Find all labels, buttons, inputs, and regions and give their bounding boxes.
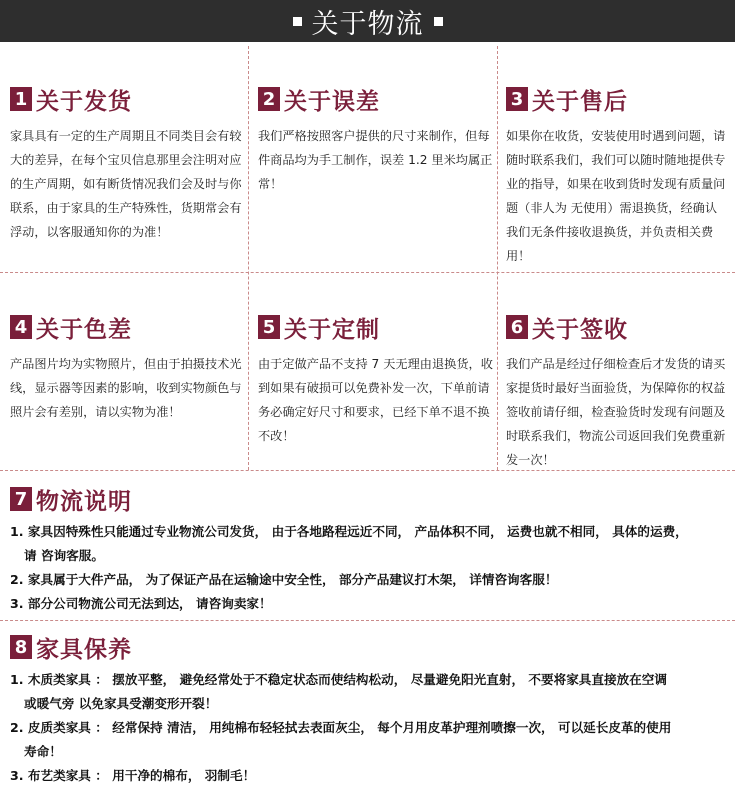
list-item xyxy=(10,764,725,788)
section-number: 4 xyxy=(10,315,32,339)
section-title: 关于签收 xyxy=(532,316,628,343)
section-number: 3 xyxy=(506,87,528,111)
banner-title: 关于物流 xyxy=(311,8,424,40)
page-banner xyxy=(0,0,735,42)
section-title: 关于定制 xyxy=(284,316,380,343)
grid-divider-vertical-1 xyxy=(248,46,249,470)
list-item-line: 或暖气旁 以免家具受潮变形开裂！ xyxy=(24,696,218,711)
list-item-line: 请 咨询客服。 xyxy=(24,548,104,563)
list-item-line: 2. 家具属于大件产品， 为了保证产品在运输途中安全性， 部分产品建议打木架， 详情咨询客服！ xyxy=(10,572,558,587)
list-item xyxy=(10,520,725,568)
list-item xyxy=(10,716,725,764)
section-title: 关于色差 xyxy=(36,316,132,343)
section-text: 产品图片均为实物照片，但由于拍摄技术光线，显示器等因素的影响，收到实物颜色与照片会有差别，请以实物为准！ xyxy=(10,357,242,419)
info-cell-tolerance xyxy=(258,84,493,196)
banner-square-left xyxy=(293,17,302,26)
section-title: 关于售后 xyxy=(532,88,628,115)
info-cell-receipt xyxy=(506,312,728,472)
list-item-line: 寿命！ xyxy=(24,744,62,759)
info-cell-shipping xyxy=(10,84,245,244)
section-number: 1 xyxy=(10,87,32,111)
info-cell-custom-order xyxy=(258,312,493,448)
section-text: 家具具有一定的生产周期且不同类目会有较大的差异，在每个宝贝信息那里会注明对应的生产周期，如有断货情况我们会及时与你联系，由于家具的生产特殊性，货期常会有浮动，以客服通知你的为准！ xyxy=(10,129,242,239)
banner-square-right xyxy=(434,17,443,26)
section-text: 我们严格按照客户提供的尺寸来制作，但每件商品均为手工制作，误差 1.2 里米均属正常！ xyxy=(258,129,493,191)
logistics-section xyxy=(10,484,725,616)
section-title: 关于误差 xyxy=(284,88,380,115)
care-section xyxy=(10,632,725,788)
list-item-line: 1. 家具因特殊性只能通过专业物流公司发货， 由于各地路程远近不同， 产品体积不同， 运费也就不相同， 具体的运费， xyxy=(10,524,688,539)
list-item xyxy=(10,592,725,616)
section-number: 7 xyxy=(10,487,32,511)
logistics-list xyxy=(10,520,725,616)
care-list xyxy=(10,668,725,788)
info-cell-color-difference xyxy=(10,312,245,424)
section-text: 我们产品是经过仔细检查后才发货的请买家提货时最好当面验货，为保障你的权益签收前请仔细，检查验货时发现有问题及时联系我们，物流公司返回我们免费重新发一次！ xyxy=(506,357,726,467)
grid-divider-vertical-2 xyxy=(497,46,498,470)
list-item xyxy=(10,568,725,592)
list-item-line: 3. 布艺类家具 ： 用干净的棉布， 羽制毛！ xyxy=(10,768,256,783)
list-item-line: 2. 皮质类家具 ： 经常保持 清洁， 用纯棉布轻轻拭去表面灰尘， 每个月用皮革护理剂喷擦一次， 可以延长皮革的使用 xyxy=(10,720,672,735)
section-text: 如果你在收货，安装使用时遇到问题，请随时联系我们，我们可以随时随地提供专业的指导，如果在收到货时发现有质量问题（非人为 无使用）需退换货，经确认我们无条件接收退换货，并负责相关费用！ xyxy=(506,129,726,263)
info-cell-after-sales xyxy=(506,84,728,268)
list-item-line: 3. 部分公司物流公司无法到达， 请咨询卖家！ xyxy=(10,596,272,611)
section-number: 8 xyxy=(10,635,32,659)
section-number: 5 xyxy=(258,315,280,339)
section-text: 由于定做产品不支持 7 天无理由退换货，收到如果有破损可以免费补发一次，下单前请务必确定好尺寸和要求，已经下单不退不换不改！ xyxy=(258,357,493,443)
section-title: 家具保养 xyxy=(36,636,132,663)
list-item xyxy=(10,668,725,716)
section-number: 6 xyxy=(506,315,528,339)
grid-divider-horizontal-3 xyxy=(0,620,735,621)
grid-divider-horizontal-1 xyxy=(0,272,735,273)
list-item-line: 1. 木质类家具 ： 摆放平整， 避免经常处于不稳定状态而使结构松动， 尽量避免阳光直射， 不要将家具直接放在空调 xyxy=(10,672,667,687)
section-title: 关于发货 xyxy=(36,88,132,115)
section-number: 2 xyxy=(258,87,280,111)
section-title: 物流说明 xyxy=(36,488,132,515)
